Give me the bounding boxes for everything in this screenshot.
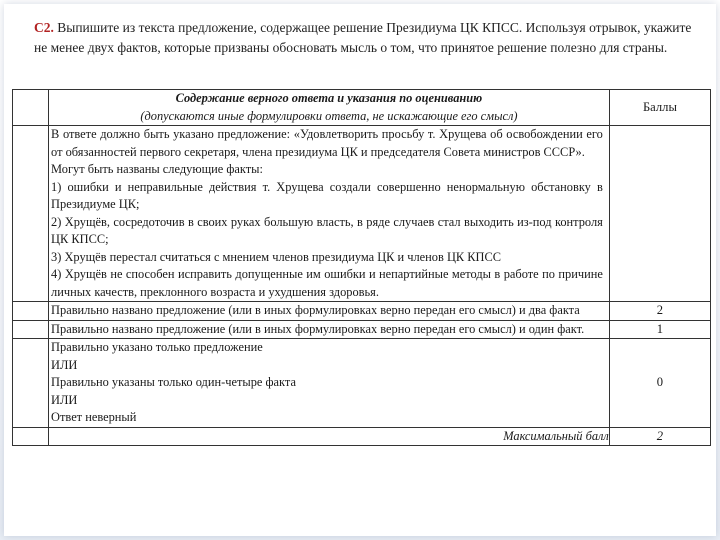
criterion-line: Ответ неверный [51,410,137,424]
empty-cell [13,427,49,446]
criterion-score: 2 [609,302,710,321]
criterion-cell [49,302,610,321]
empty-cell [13,90,49,126]
max-score-value: 2 [609,427,710,446]
table-header-row [13,90,711,126]
task-statement [34,18,698,58]
criterion-row [13,339,711,428]
task-text: Выпишите из текста предложение, содержащее решение Президиума ЦК КПСС. Используя отрывок, укажите не менее двух фактов, которые призваны обосновать мысль о том, что принятое решение полезно для страны. [34,20,692,55]
header-cell [49,90,610,126]
empty-cell [13,339,49,428]
points-header: Баллы [609,90,710,126]
criterion-text: Правильно названо предложение (или в иных формулировках верно передан его смысл) и два факта [51,303,580,317]
task-number: С2. [34,20,54,35]
empty-cell [609,126,710,302]
criterion-line: ИЛИ [51,392,78,407]
criterion-row [13,320,711,339]
criterion-row [13,302,711,321]
answer-line: 1) ошибки и неправильные действия т. Хрущева создали совершенно ненормальную обстановку в Президиуме ЦК; [51,179,603,211]
answer-row [13,126,711,302]
criterion-score: 1 [609,320,710,339]
answer-line: 3) Хрущёв перестал считаться с мнением членов президиума ЦК и членов ЦК КПСС [51,249,501,264]
answer-line: В ответе должно быть указано предложение: «Удовлетворить просьбу т. Хрущева об освобождении его от обязанностей первого секретаря, члена президиума ЦК и председателя Совета министров СССР». [51,127,603,159]
grading-table [12,89,711,446]
criterion-cell [49,339,610,428]
empty-cell [13,302,49,321]
criterion-text: Правильно названо предложение (или в иных формулировках верно передан его смысл) и один факт. [51,321,585,336]
criterion-score: 0 [609,339,710,428]
answer-line: Могут быть названы следующие факты: [51,162,263,176]
answer-line: 2) Хрущёв, сосредоточив в своих руках большую власть, в ряде случаев стал выходить из-под контроля ЦК КПСС; [51,214,603,246]
answer-cell [49,126,610,302]
criterion-cell [49,320,610,339]
header-title: Содержание верного ответа и указания по оцениванию [175,91,483,105]
max-score-row [13,427,711,446]
criterion-line: Правильно указано только предложение [51,340,263,354]
criterion-line: ИЛИ [51,357,78,372]
max-score-label: Максимальный балл [49,427,610,446]
header-subtitle: (допускаются иные формулировки ответа, не искажающие его смысл) [140,108,518,123]
criterion-line: Правильно указаны только один-четыре факта [51,375,296,389]
answer-line: 4) Хрущёв не способен исправить допущенные им ошибки и непартийные методы в работе по причине личных качеств, преклонного возраста и ухудшения здоровья. [51,267,603,299]
empty-cell [13,126,49,302]
empty-cell [13,320,49,339]
